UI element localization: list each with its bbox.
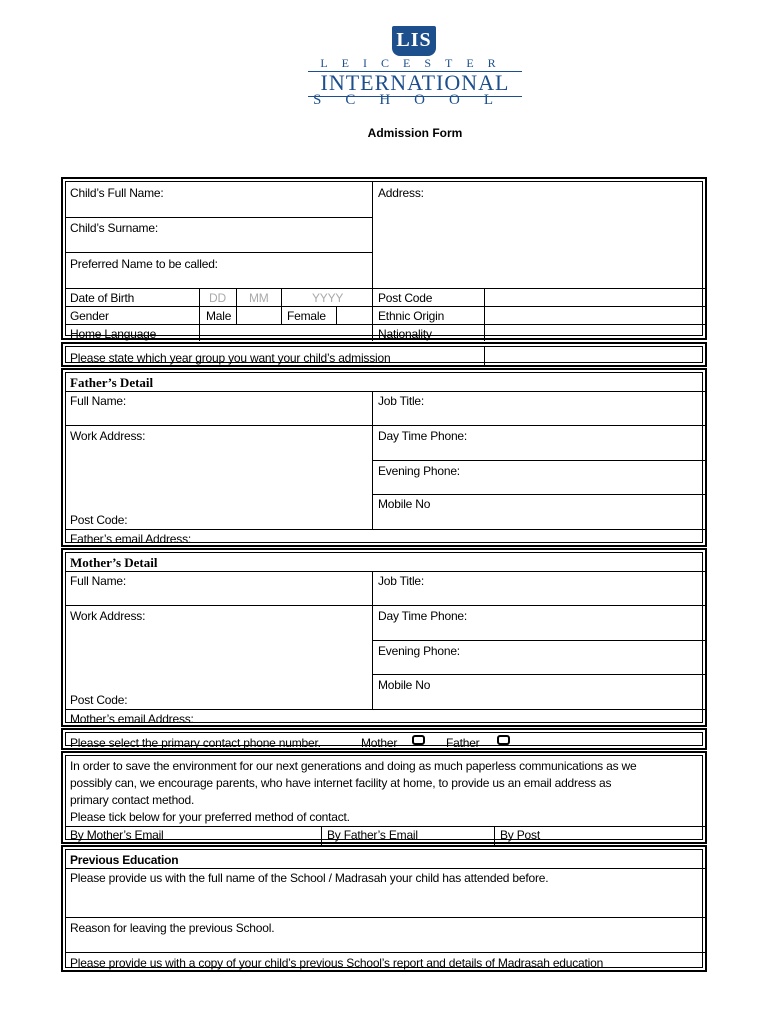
leaving-reason-label: Reason for leaving the previous School.	[70, 921, 275, 935]
previous-education-heading: Previous Education	[70, 853, 179, 867]
mother-mobile-label: Mobile No	[378, 678, 431, 692]
father-day-phone-label: Day Time Phone:	[378, 429, 468, 443]
previous-report-label: Please provide us with a copy of your child’s previous School’s report and details of Madrasah education	[70, 956, 604, 970]
mother-day-phone-label: Day Time Phone:	[378, 609, 468, 623]
father-postcode-label: Post Code:	[70, 513, 128, 527]
gender-male-option[interactable]: Male	[206, 309, 232, 323]
logo-badge: LIS	[392, 26, 436, 56]
father-job-title-label: Job Title:	[378, 394, 425, 408]
childs-surname-label: Child’s Surname:	[70, 221, 158, 235]
father-evening-phone-label: Evening Phone:	[378, 464, 460, 478]
contact-option-mother-email[interactable]: By Mother’s Email	[70, 828, 164, 842]
primary-contact-mother-checkbox[interactable]	[412, 735, 425, 745]
gender-label: Gender	[70, 309, 109, 323]
mother-work-address-label: Work Address:	[70, 609, 146, 623]
year-group-label: Please state which year group you want your child’s admission	[70, 351, 391, 365]
preferred-name-label: Preferred Name to be called:	[70, 257, 218, 271]
primary-contact-father-checkbox[interactable]	[497, 735, 510, 745]
paperless-section	[61, 751, 707, 844]
logo-line-school: SCHOOL	[312, 92, 517, 108]
previous-school-label: Please provide us with the full name of the School / Madrasah your child has attended before.	[70, 871, 549, 885]
ethnic-origin-label: Ethnic Origin	[378, 309, 445, 323]
school-logo	[300, 24, 530, 114]
paperless-text-line-1: In order to save the environment for our next generations and doing as much paperless communications as we	[70, 759, 637, 773]
mother-email-label: Mother’s email Address:	[70, 712, 194, 726]
previous-education-section	[61, 845, 707, 972]
primary-contact-mother-label: Mother	[361, 736, 398, 750]
child-details-section	[61, 177, 707, 340]
mother-heading: Mother’s Detail	[70, 555, 158, 570]
postcode-label: Post Code	[378, 291, 433, 305]
dob-day-placeholder[interactable]: DD	[209, 291, 226, 305]
paperless-text-line-3: primary contact method.	[70, 793, 195, 807]
father-details-section	[61, 368, 707, 547]
father-heading: Father’s Detail	[70, 375, 154, 390]
dob-label: Date of Birth	[70, 291, 135, 305]
form-title: Admission Form	[367, 126, 463, 140]
mother-full-name-label: Full Name:	[70, 574, 127, 588]
childs-full-name-label: Child’s Full Name:	[70, 186, 164, 200]
primary-contact-label: Please select the primary contact phone number.	[70, 736, 321, 750]
father-email-label: Father’s email Address:	[70, 532, 192, 546]
address-label: Address:	[378, 186, 424, 200]
contact-option-father-email[interactable]: By Father’s Email	[327, 828, 418, 842]
logo-line-leicester: LEICESTER	[320, 56, 510, 70]
mother-postcode-label: Post Code:	[70, 693, 128, 707]
contact-option-post[interactable]: By Post	[500, 828, 540, 842]
father-work-address-label: Work Address:	[70, 429, 146, 443]
father-mobile-label: Mobile No	[378, 497, 431, 511]
paperless-text-line-2: possibly can, we encourage parents, who have internet facility at home, to provide us an email address as	[70, 776, 612, 790]
year-group-section	[61, 342, 707, 367]
mother-details-section	[61, 548, 707, 727]
home-language-label: Home Language	[70, 327, 157, 341]
gender-female-option[interactable]: Female	[287, 309, 326, 323]
mother-job-title-label: Job Title:	[378, 574, 425, 588]
paperless-text-line-4: Please tick below for your preferred method of contact.	[70, 810, 350, 824]
logo-line-international: INTERNATIONAL	[320, 70, 510, 95]
dob-month-placeholder[interactable]: MM	[249, 291, 269, 305]
primary-contact-section	[61, 728, 707, 750]
primary-contact-father-label: Father	[446, 736, 480, 750]
nationality-label: Nationality	[378, 327, 432, 341]
father-full-name-label: Full Name:	[70, 394, 127, 408]
dob-year-placeholder[interactable]: YYYY	[312, 291, 344, 305]
mother-evening-phone-label: Evening Phone:	[378, 644, 460, 658]
